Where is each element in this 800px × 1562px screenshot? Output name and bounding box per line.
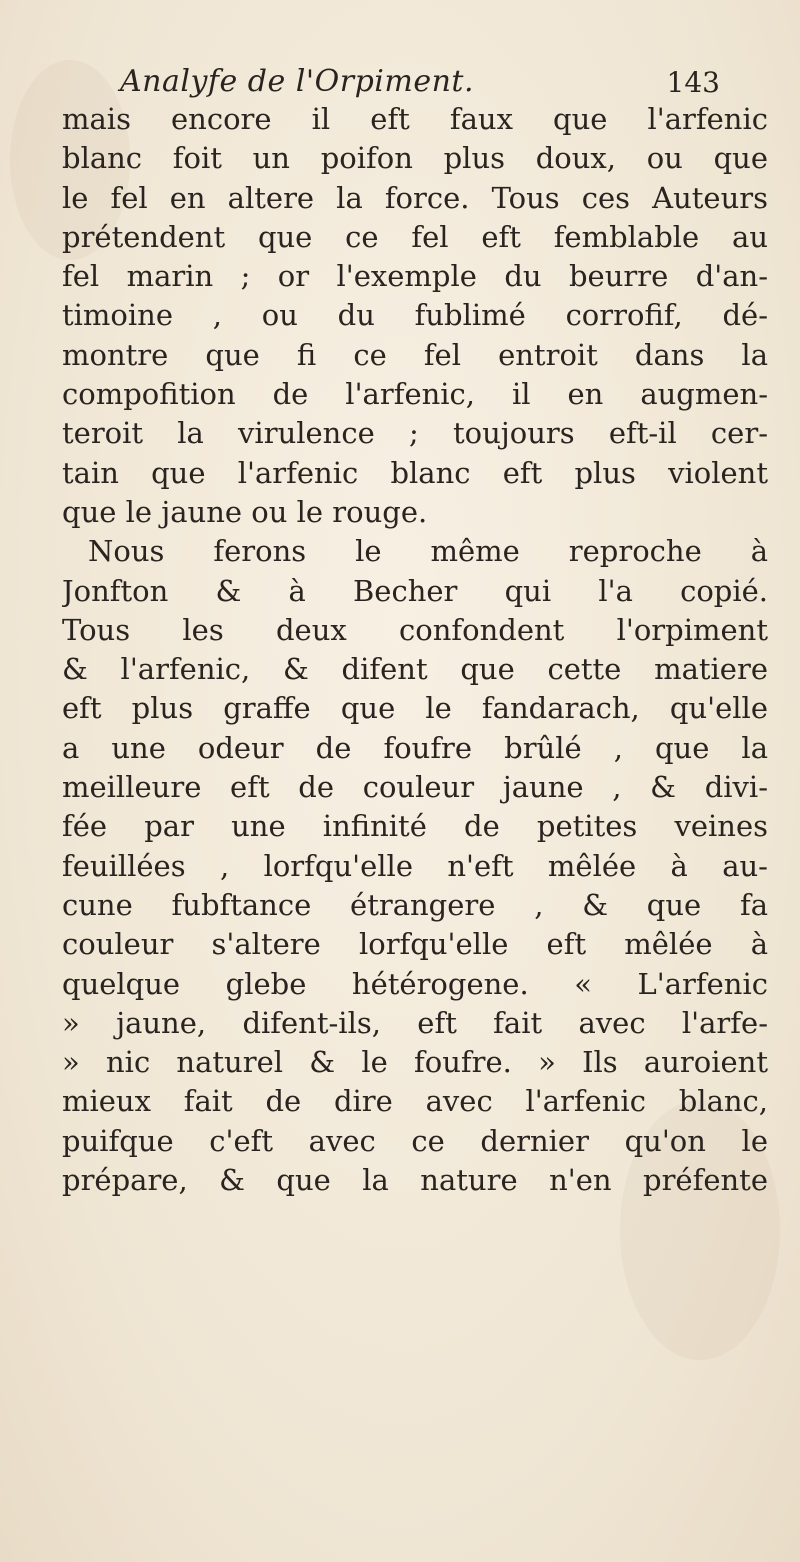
text-line: Jonfton & à Becher qui l'a copié.: [62, 573, 768, 608]
text-line: » nic naturel & le foufre. » Ils auroient: [62, 1045, 768, 1080]
running-title: Analyfe de l'Orpiment.: [120, 64, 474, 99]
paragraph-first-line: Nous ferons le même reproche à: [88, 534, 768, 569]
text-line: a une odeur de foufre brûlé , que la: [62, 730, 768, 765]
text-line: cune fubftance étrangere , & que fa: [62, 887, 768, 922]
text-line: fée par une infinité de petites veines: [62, 809, 768, 844]
text-line: eft plus graffe que le fandarach, qu'elle: [62, 691, 768, 726]
text-line: blanc foit un poifon plus doux, ou que: [62, 141, 768, 176]
body-text: [62, 100, 768, 1200]
text-line: quelque glebe hétérogene. « L'arfenic: [62, 966, 768, 1001]
text-line: prépare, & que la nature n'en préfente: [62, 1163, 768, 1198]
text-line: mieux fait de dire avec l'arfenic blanc,: [62, 1084, 768, 1119]
text-line: mais encore il eft faux que l'arfenic: [62, 102, 768, 136]
text-line: puifque c'eft avec ce dernier qu'on le: [62, 1123, 768, 1158]
text-line: que le jaune ou le rouge.: [62, 494, 428, 529]
text-line: couleur s'altere lorfqu'elle eft mêlée à: [62, 927, 768, 962]
text-line: timoine , ou du fublimé corrofif, dé-: [62, 298, 768, 333]
text-line: compofition de l'arfenic, il en augmen-: [62, 377, 768, 412]
text-line: meilleure eft de couleur jaune , & divi-: [62, 770, 768, 805]
text-line: prétendent que ce fel eft femblable au: [62, 219, 768, 254]
text-line: montre que fi ce fel entroit dans la: [62, 337, 768, 372]
text-line: & l'arfenic, & difent que cette matiere: [62, 652, 768, 687]
text-line: » jaune, difent-ils, eft fait avec l'arfe-: [62, 1005, 768, 1040]
text-line: fel marin ; or l'exemple du beurre d'an-: [62, 259, 768, 294]
text-line: Tous les deux confondent l'orpiment: [62, 612, 768, 647]
text-line: le fel en altere la force. Tous ces Auteurs: [62, 180, 768, 215]
page-number: 143: [666, 66, 720, 99]
text-line: tain que l'arfenic blanc eft plus violent: [62, 455, 768, 490]
text-line: teroit la virulence ; toujours eft-il cer-: [62, 416, 768, 451]
text-line: feuillées , lorfqu'elle n'eft mêlée à au-: [62, 848, 768, 883]
